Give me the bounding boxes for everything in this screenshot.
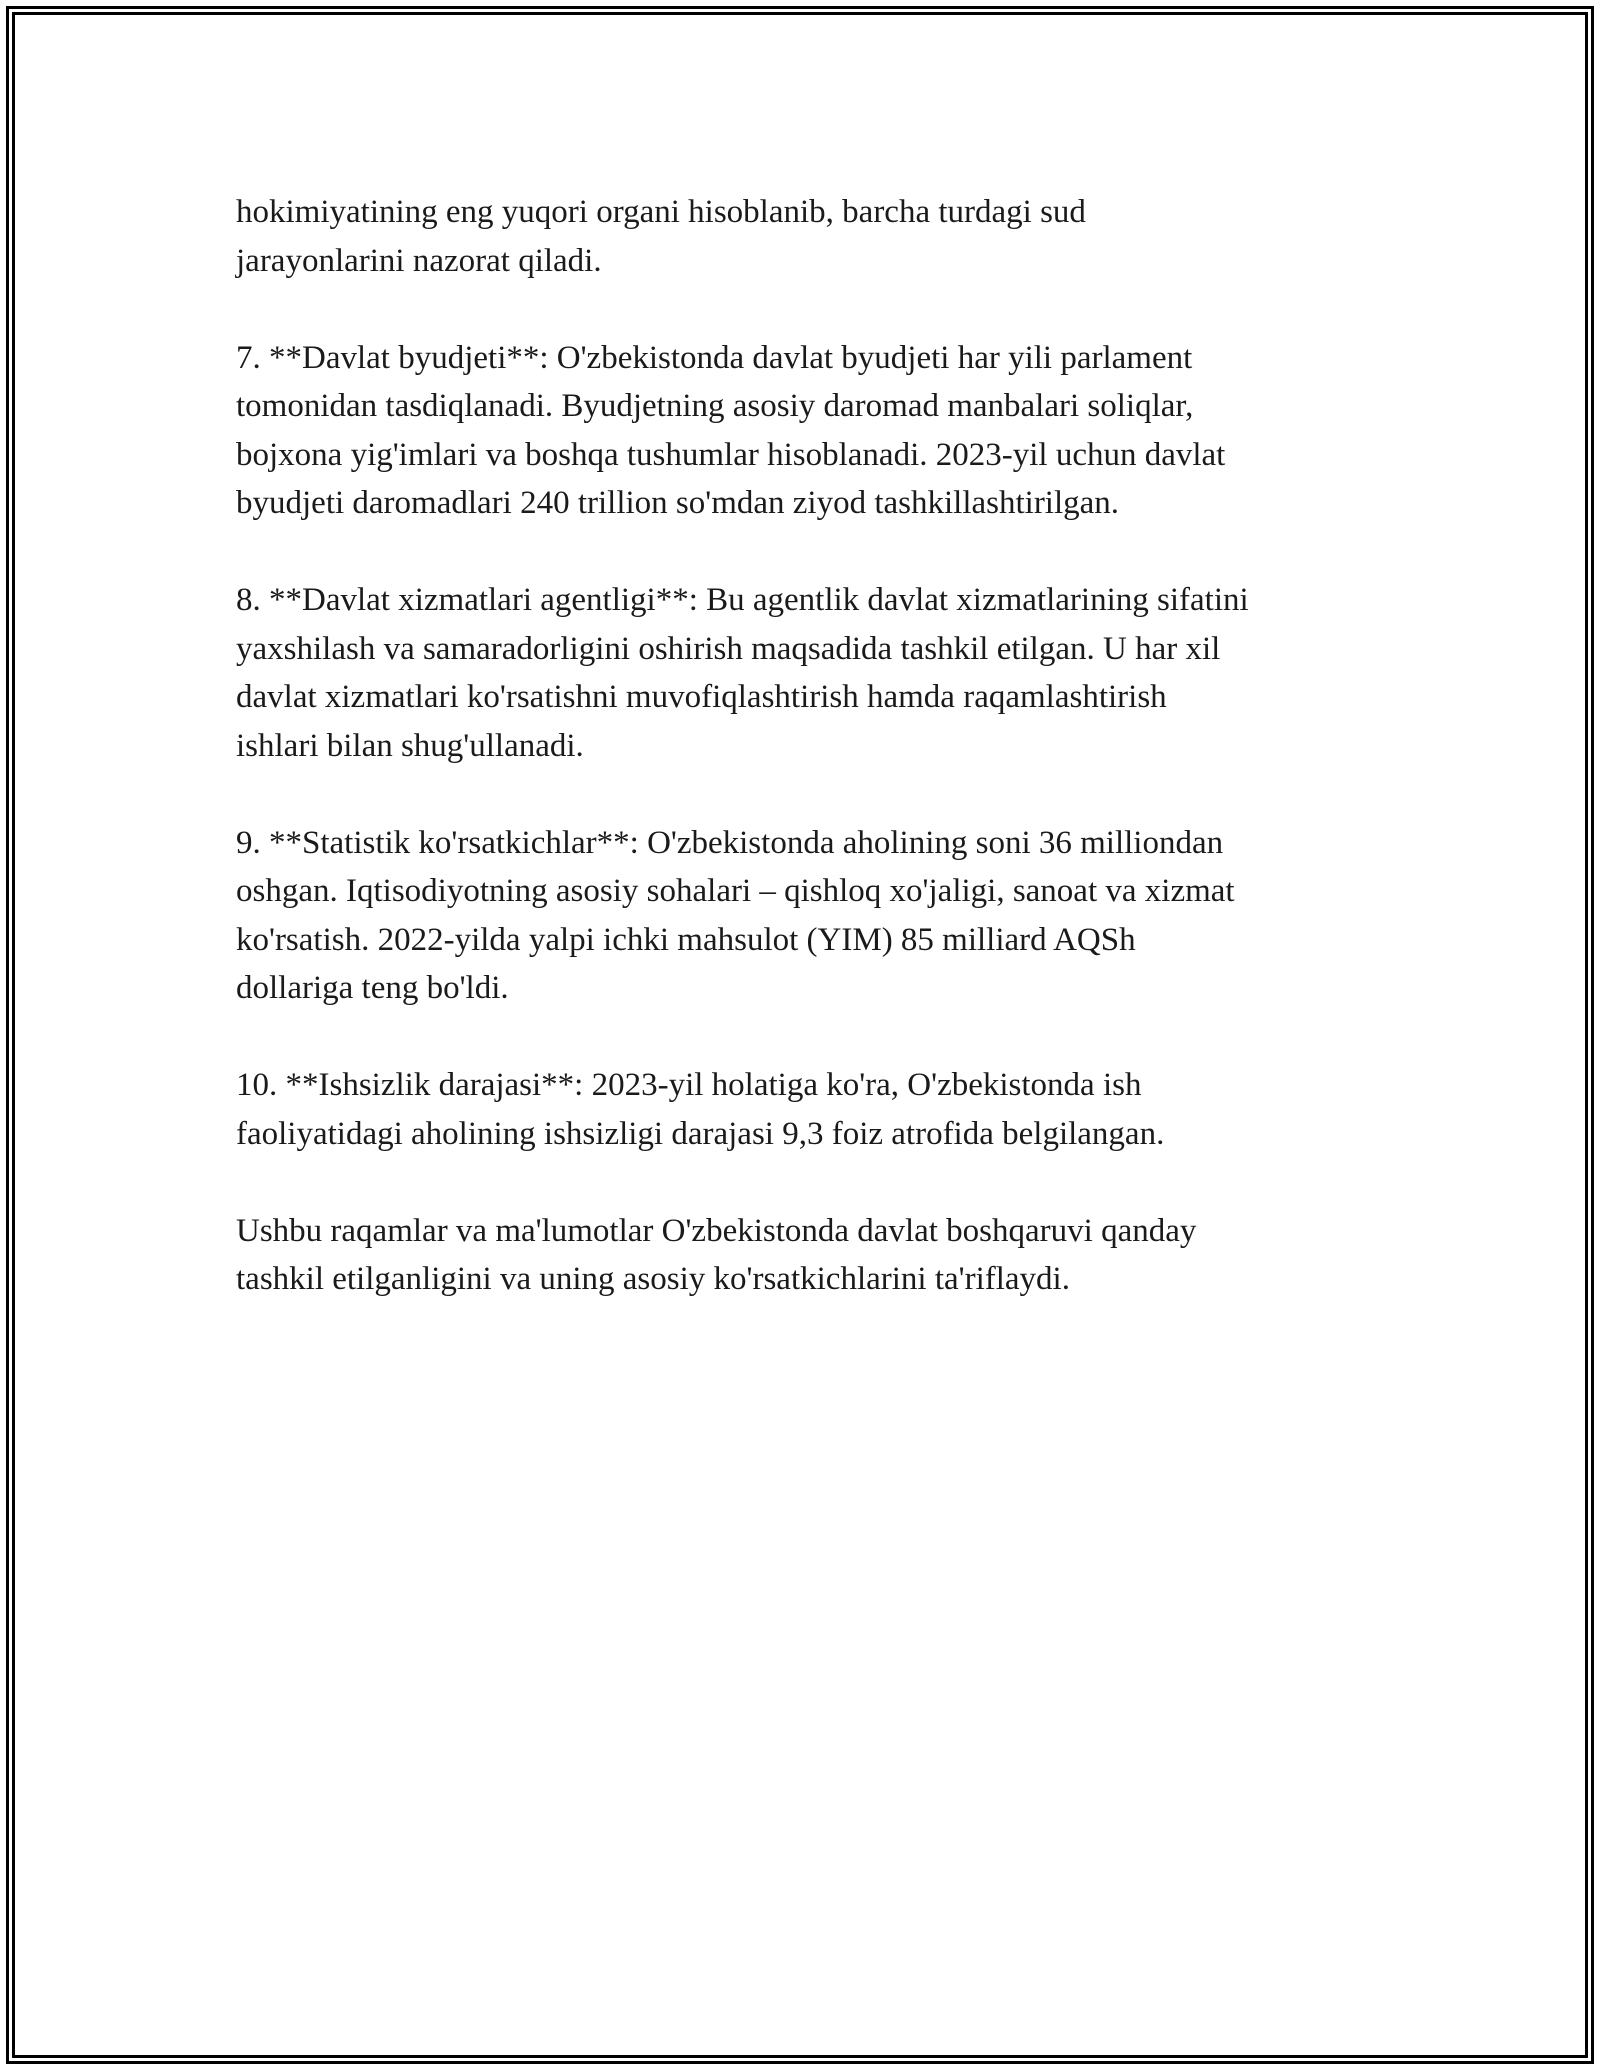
document-body: [236, 188, 1386, 1352]
text-line: faoliyatidagi aholining ishsizligi darajasi 9,3 foiz atrofida belgilangan.: [236, 1115, 1165, 1152]
text-line: 7. **Davlat byudjeti**: O'zbekistonda davlat byudjeti har yili parlament: [236, 339, 1193, 376]
paragraph-statistics: [236, 819, 1386, 1013]
text-line: 9. **Statistik ko'rsatkichlar**: O'zbekistonda aholining soni 36 milliondan: [236, 824, 1224, 861]
text-line: oshgan. Iqtisodiyotning asosiy sohalari – qishloq xo'jaligi, sanoat va xizmat: [236, 873, 1235, 909]
text-line: davlat xizmatlari ko'rsatishni muvofiqlashtirish hamda raqamlashtirish: [236, 679, 1167, 715]
text-line: Ushbu raqamlar va ma'lumotlar O'zbekistonda davlat boshqaruvi qanday: [236, 1212, 1197, 1249]
text-line: ishlari bilan shug'ullanadi.: [236, 727, 584, 764]
text-line: bojxona yig'imlari va boshqa tushumlar hisoblanadi. 2023-yil uchun davlat: [236, 436, 1226, 473]
text-line: byudjeti daromadlari 240 trillion so'mdan ziyod tashkillashtirilgan.: [236, 485, 1120, 521]
text-line: tomonidan tasdiqlanadi. Byudjetning asosiy daromad manbalari soliqlar,: [236, 388, 1194, 424]
text-line: tashkil etilganligini va uning asosiy ko'rsatkichlarini ta'riflaydi.: [236, 1261, 1070, 1297]
text-line: jarayonlarini nazorat qiladi.: [236, 242, 602, 279]
text-line: 8. **Davlat xizmatlari agentligi**: Bu agentlik davlat xizmatlarining sifatini: [236, 582, 1249, 618]
paragraph-state-budget: [236, 334, 1386, 528]
paragraph-court-continuation: [236, 188, 1386, 285]
text-line: 10. **Ishsizlik darajasi**: 2023-yil holatiga ko'ra, O'zbekistonda ish: [236, 1067, 1142, 1103]
text-line: yaxshilash va samaradorligini oshirish maqsadida tashkil etilgan. U har xil: [236, 630, 1221, 667]
paragraph-unemployment: [236, 1061, 1386, 1158]
text-line: ko'rsatish. 2022-yilda yalpi ichki mahsulot (YIM) 85 milliard AQSh: [236, 921, 1136, 958]
text-line: dollariga teng bo'ldi.: [236, 970, 509, 1006]
paragraph-public-services-agency: [236, 576, 1386, 770]
paragraph-conclusion: [236, 1207, 1386, 1304]
text-line: hokimiyatining eng yuqori organi hisoblanib, barcha turdagi sud: [236, 194, 1086, 230]
